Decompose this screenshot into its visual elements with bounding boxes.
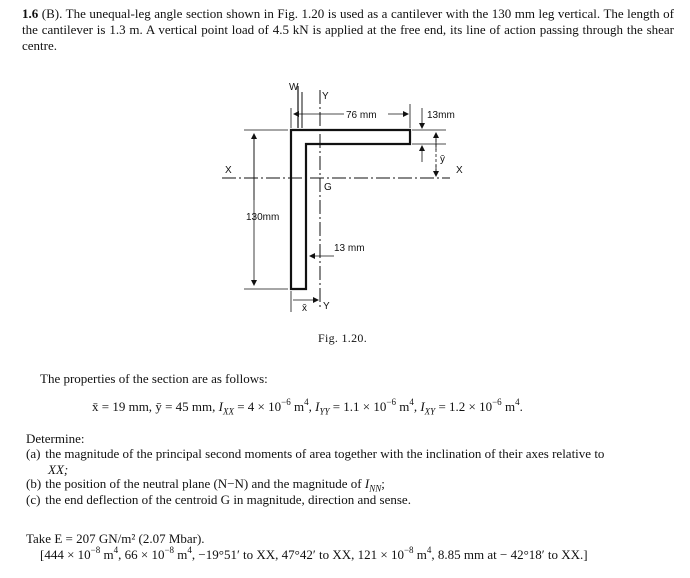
label-y-top: Y (322, 91, 329, 102)
prop-ixx-exp: −6 (281, 396, 291, 407)
prop-iyy-sub: YY (319, 406, 330, 417)
prop-ixx-val: = 4 × 10 (233, 399, 282, 414)
answer-p5: , −19°51′ to XX, 47°42′ to XX, 121 × 10 (191, 547, 404, 562)
prop-ixy-unit-exp: 4 (515, 396, 520, 407)
prop-ixx-sub: XX (222, 406, 234, 417)
prop-ixx-unit-exp: 4 (304, 396, 309, 407)
item-a-label: (a) (26, 446, 41, 461)
label-g: G (324, 182, 332, 193)
item-b-post: ; (381, 476, 385, 491)
prop-xbar: x̄ = 19 mm, (92, 399, 153, 414)
prop-iyy-sym: , I (308, 399, 320, 414)
problem-number: 1.6 (22, 6, 39, 21)
label-height: 130mm (246, 212, 280, 223)
prop-end: . (519, 399, 523, 414)
label-y-bottom: Y (323, 301, 330, 312)
determine-item-b (26, 476, 385, 492)
problem-text: The unequal-leg angle section shown in Fig. 1.20 is used as a cantilever with the 130 mm leg vertical. The length of the cantilever is 1.3 m. A vertical point load of 4.5 kN is applied at the free end, its line of action passing through the shear centre. (22, 6, 675, 53)
answer-e4: 4 (187, 544, 192, 555)
answer-line (40, 544, 588, 563)
answer-e6: 4 (426, 544, 432, 555)
prop-ixx-sym: I (218, 399, 223, 414)
answer-p4: m (174, 547, 188, 562)
prop-ybar: ȳ = 45 mm, (155, 399, 216, 414)
prop-ixy-val: = 1.2 × 10 (435, 399, 493, 414)
item-b-label: (b) (26, 476, 42, 491)
answer-e5: −8 (403, 544, 414, 555)
take-e-line: Take E = 207 GN/m² (2.07 Mbar). (26, 531, 205, 546)
problem-level: (B). (41, 6, 63, 21)
item-b-sub: NN (369, 483, 382, 494)
answer-p1: [444 × 10 (40, 547, 91, 562)
prop-ixy-exp: −6 (492, 396, 502, 407)
label-web-thickness: 13 mm (334, 243, 365, 254)
answer-p2: m (100, 547, 114, 562)
answer-e3: −8 (164, 544, 175, 555)
angle-section-outline (291, 130, 410, 289)
label-xbar: x̄ (302, 303, 307, 314)
prop-ixy-unit: m (501, 399, 516, 414)
label-ybar: ȳ (440, 154, 445, 165)
item-b-sym: I (364, 476, 370, 491)
item-b-text: the position of the neutral plane (N−N) and the magnitude of (45, 476, 365, 491)
prop-ixy-sym: , I (413, 399, 425, 414)
prop-ixy-sub: XY (424, 406, 436, 417)
answer-e2: 4 (113, 544, 119, 555)
prop-iyy-unit-exp: 4 (409, 396, 414, 407)
determine-heading: Determine: (26, 431, 85, 446)
label-x-left: X (225, 165, 232, 176)
answer-p6: m (413, 547, 427, 562)
item-a-text: the magnitude of the principal second moments of area together with the inclination of their axes relative to (45, 446, 605, 461)
item-c-label: (c) (26, 492, 41, 507)
answer-e1: −8 (90, 544, 101, 555)
item-c-text: the end deflection of the centroid G in magnitude, direction and sense. (45, 492, 411, 507)
determine-item-c (26, 492, 411, 508)
label-w: W (289, 82, 299, 93)
prop-iyy-exp: −6 (386, 396, 396, 407)
properties-line (92, 396, 523, 417)
label-top-thickness: 13mm (427, 110, 455, 121)
prop-iyy-val: = 1.1 × 10 (329, 399, 387, 414)
item-a-continuation: XX; (48, 462, 69, 477)
answer-p7: , 8.85 mm at − 42°18′ to XX.] (431, 547, 588, 562)
prop-iyy-unit: m (395, 399, 410, 414)
answer-p3: , 66 × 10 (118, 547, 165, 562)
prop-ixx-unit: m (290, 399, 305, 414)
label-top-width: 76 mm (346, 110, 377, 121)
label-x-right: X (456, 165, 463, 176)
determine-item-a (26, 446, 672, 462)
figure-caption: Fig. 1.20. (318, 331, 368, 345)
properties-intro: The properties of the section are as follows: (40, 371, 268, 386)
